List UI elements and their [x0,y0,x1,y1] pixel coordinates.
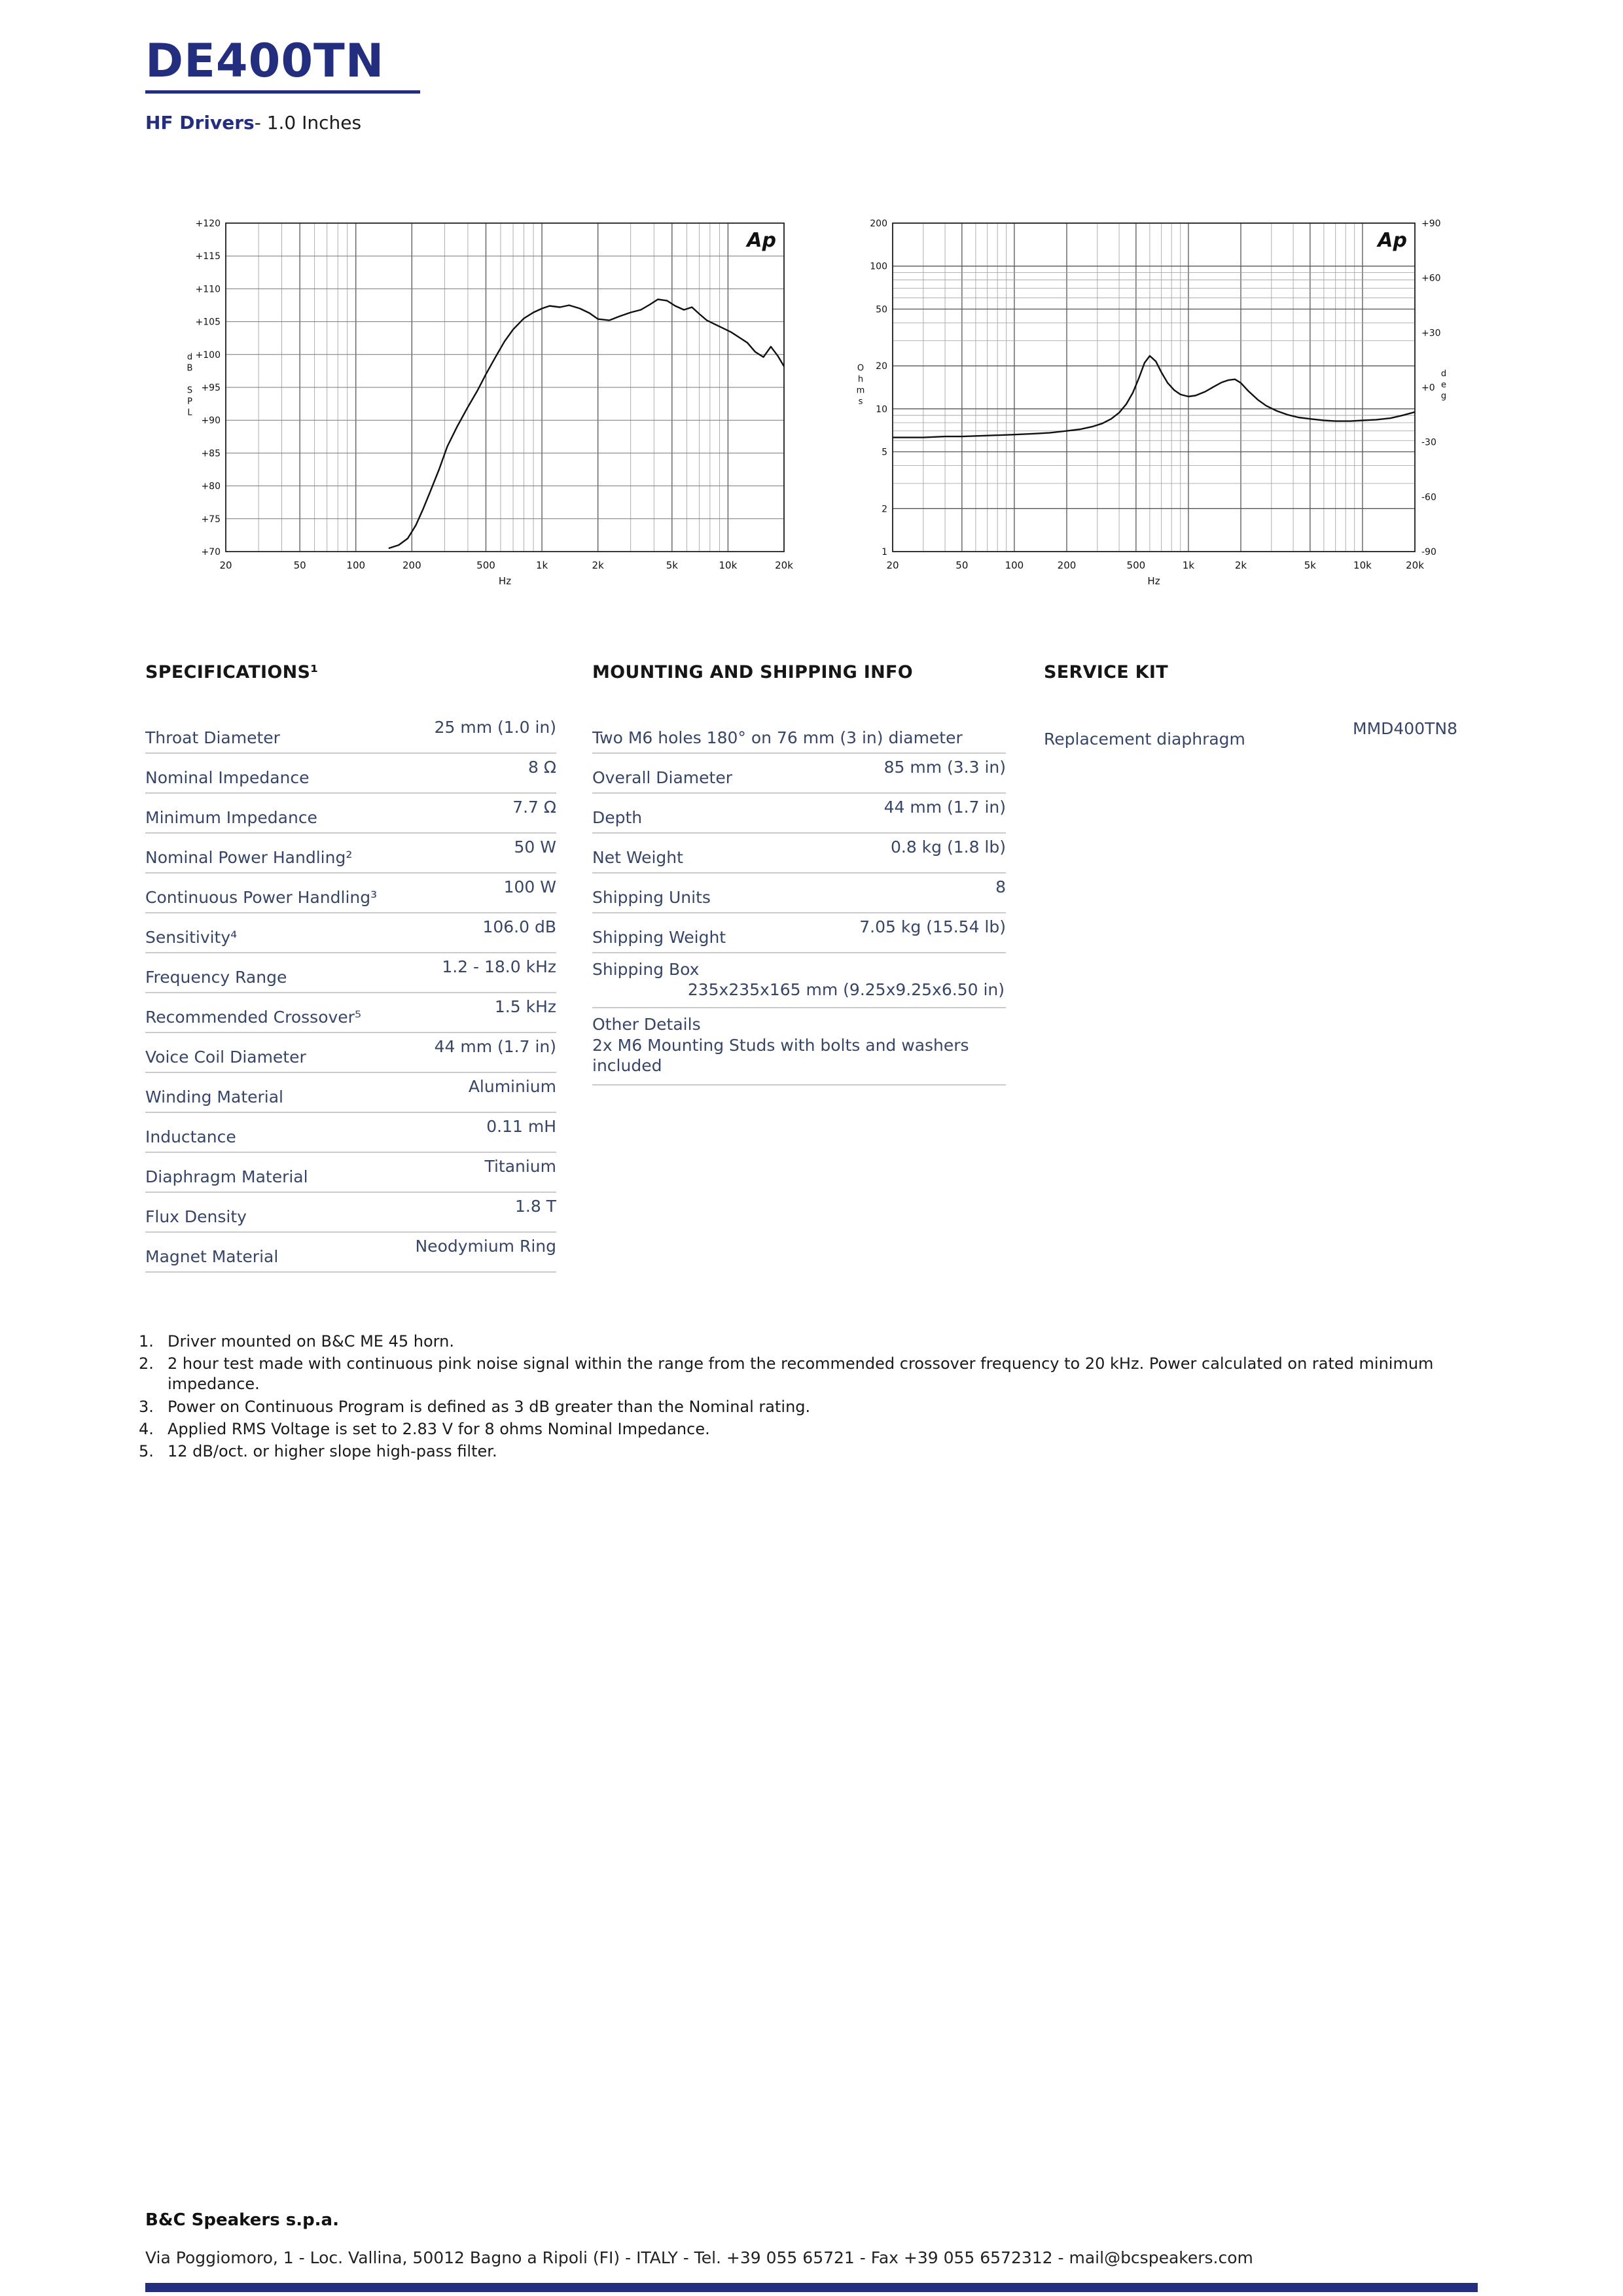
footnote [139,1441,1487,1462]
svg-text:10k: 10k [719,559,738,571]
svg-text:B: B [187,363,193,374]
footer-company: B&C Speakers s.p.a. [145,2210,339,2230]
mounting-label: Shipping Units [592,888,711,907]
shipping-box-label: Shipping Box [592,960,700,979]
header [145,34,420,133]
svg-text:d: d [1440,369,1447,379]
svg-text:+75: +75 [201,514,221,525]
spec-label: Flux Density [145,1207,247,1226]
spec-value: Titanium [484,1157,556,1176]
spec-value: 0.11 mH [486,1117,556,1136]
spec-row [145,1033,556,1073]
subtitle [145,112,420,133]
svg-text:5: 5 [882,447,887,458]
spec-value: 1.5 kHz [494,997,556,1016]
svg-text:20k: 20k [775,559,793,571]
mounting-intro: Two M6 holes 180° on 76 mm (3 in) diameter [592,728,963,747]
spec-value: 100 W [503,877,556,896]
svg-text:+70: +70 [201,547,221,557]
svg-text:+115: +115 [195,251,221,262]
service-kit-heading: SERVICE KIT [1044,662,1168,682]
svg-text:5k: 5k [666,559,678,571]
svg-text:100: 100 [870,261,887,272]
svg-text:200: 200 [402,559,421,571]
svg-text:20: 20 [219,559,232,571]
mounting-row [592,913,1006,953]
svg-text:50: 50 [293,559,306,571]
svg-text:1k: 1k [1182,559,1195,571]
svg-text:g: g [1440,391,1447,401]
svg-text:200: 200 [870,219,887,229]
spec-row [145,794,556,834]
svg-text:+60: +60 [1421,273,1441,284]
spec-label: Sensitivity⁴ [145,928,238,947]
svg-text:100: 100 [1005,559,1024,571]
svg-text:20: 20 [876,361,887,372]
svg-text:500: 500 [1126,559,1146,571]
svg-text:100: 100 [346,559,366,571]
svg-text:2k: 2k [592,559,604,571]
svg-text:500: 500 [476,559,495,571]
footnote-text: 12 dB/oct. or higher slope high-pass filter. [168,1441,497,1460]
mounting-row [592,754,1006,794]
svg-text:+85: +85 [201,448,221,459]
footnote [139,1332,1487,1352]
svg-text:+90: +90 [201,415,221,427]
svg-text:+95: +95 [201,383,221,393]
svg-text:+0: +0 [1421,383,1435,393]
svg-text:20k: 20k [1406,559,1424,571]
spec-label: Diaphragm Material [145,1167,308,1186]
svg-text:1k: 1k [535,559,548,571]
svg-text:h: h [857,374,864,385]
mounting-label: Shipping Weight [592,928,726,947]
svg-text:-60: -60 [1421,492,1436,503]
svg-text:L: L [187,408,192,418]
footnote [139,1397,1487,1417]
mounting-label: Net Weight [592,848,683,867]
ap-logo: Ap [1378,229,1407,252]
mounting-value: 0.8 kg (1.8 lb) [890,838,1006,857]
svg-text:+30: +30 [1421,328,1441,339]
mounting-label: Depth [592,808,643,827]
spec-value: 8 Ω [528,758,556,777]
spec-label: Magnet Material [145,1247,279,1266]
spec-row [145,913,556,953]
subtitle-size: - 1.0 Inches [254,112,362,133]
spec-value: Neodymium Ring [415,1237,556,1256]
service-kit-section [1044,662,1457,754]
spec-label: Inductance [145,1127,236,1146]
spec-label: Frequency Range [145,968,287,987]
footnote-text: Power on Continuous Program is defined as 3 dB greater than the Nominal rating. [168,1397,811,1416]
spec-value: 1.2 - 18.0 kHz [442,957,556,976]
spec-value: Aluminium [468,1077,556,1096]
specifications-heading: SPECIFICATIONS¹ [145,662,319,682]
footnote-number: 1. [139,1332,154,1351]
mounting-section [592,662,1006,1086]
footnote-number: 2. [139,1354,154,1373]
spec-label: Minimum Impedance [145,808,317,827]
mounting-row [592,794,1006,834]
svg-text:m: m [856,385,865,396]
spec-label: Nominal Impedance [145,768,310,787]
impedance-trace [893,356,1415,438]
svg-text:10: 10 [876,404,887,415]
service-kit-label: Replacement diaphragm [1044,730,1245,749]
mounting-value: 85 mm (3.3 in) [883,758,1006,777]
footnote-text: Applied RMS Voltage is set to 2.83 V for 8 ohms Nominal Impedance. [168,1419,710,1438]
spec-row [145,754,556,794]
page-title: DE400TN [145,34,385,88]
mounting-row [592,834,1006,874]
spec-label: Nominal Power Handling² [145,848,353,867]
mounting-intro-row [592,714,1006,754]
svg-text:2k: 2k [1234,559,1247,571]
spec-row [145,1153,556,1193]
svg-text:+110: +110 [195,284,221,295]
service-kit-row [1044,714,1457,754]
svg-text:s: s [858,397,863,407]
spec-value: 106.0 dB [482,917,556,936]
spec-label: Voice Coil Diameter [145,1048,306,1067]
mounting-value: 8 [995,877,1006,896]
svg-text:10k: 10k [1353,559,1372,571]
svg-text:200: 200 [1057,559,1077,571]
svg-text:O: O [857,363,865,374]
spec-row [145,1113,556,1153]
mounting-value: 44 mm (1.7 in) [883,798,1006,817]
specifications-section [145,662,556,1273]
spec-row [145,953,556,993]
svg-text:P: P [187,397,192,407]
svg-text:+100: +100 [195,349,221,361]
mounting-heading: MOUNTING AND SHIPPING INFO [592,662,913,682]
spec-label: Recommended Crossover⁵ [145,1008,361,1027]
spec-value: 44 mm (1.7 in) [434,1037,556,1056]
svg-text:5k: 5k [1304,559,1316,571]
spec-row [145,714,556,754]
footer-address: Via Poggiomoro, 1 - Loc. Vallina, 50012 Bagno a Ripoli (FI) - ITALY - Tel. +39 055 65721 - Fax +39 055 6572312 - mail@bcspeakers.com [145,2248,1253,2267]
impedance-chart [851,213,1453,595]
ap-logo: Ap [747,229,776,252]
shipping-box-value: 235x235x165 mm (9.25x9.25x6.50 in) [687,980,1005,999]
spec-row [145,1193,556,1233]
footnote-number: 3. [139,1397,154,1416]
svg-text:+120: +120 [195,219,221,229]
subtitle-category: HF Drivers [145,112,255,133]
other-details-label: Other Details [592,1015,701,1034]
spec-value: 50 W [514,838,556,857]
footnotes [139,1332,1487,1464]
footnote-text: Driver mounted on B&C ME 45 horn. [168,1332,454,1351]
other-details-row [592,1008,1006,1086]
spec-row [145,834,556,874]
svg-text:+80: +80 [201,481,221,492]
svg-text:+90: +90 [1421,219,1441,229]
svg-text:1: 1 [882,547,887,557]
svg-text:S: S [187,385,193,396]
spec-row [145,993,556,1033]
spec-row [145,1233,556,1273]
svg-text:-90: -90 [1421,547,1436,557]
impedance-chart-svg [851,213,1453,592]
footer-accent-bar [145,2283,1478,2292]
svg-text:50: 50 [955,559,969,571]
spec-value: 7.7 Ω [512,798,556,817]
spec-label: Winding Material [145,1087,283,1106]
footnote-text: 2 hour test made with continuous pink noise signal within the range from the recommended crossover frequency to 20 kHz. Power calculated on rated minimum impedance. [168,1354,1434,1394]
svg-text:20: 20 [886,559,899,571]
spec-row [145,874,556,913]
svg-text:e: e [1441,380,1446,390]
mounting-row [592,874,1006,913]
frequency-response-chart-svg [180,213,798,592]
footnote-number: 5. [139,1441,154,1460]
frequency-response-chart [180,213,798,595]
other-details-value: 2x M6 Mounting Studs with bolts and washers included [592,1036,969,1076]
spec-label: Throat Diameter [145,728,280,747]
spec-value: 25 mm (1.0 in) [434,718,556,737]
svg-text:+105: +105 [195,317,221,328]
footnote [139,1354,1487,1394]
svg-text:Hz: Hz [498,575,512,587]
svg-text:2: 2 [882,504,887,515]
footnote [139,1419,1487,1439]
title-underline [145,90,420,94]
shipping-box-row [592,953,1006,1008]
svg-text:-30: -30 [1421,437,1436,448]
mounting-value: 7.05 kg (15.54 lb) [859,917,1006,936]
mounting-label: Overall Diameter [592,768,733,787]
footnote-number: 4. [139,1419,154,1438]
svg-text:d: d [187,352,193,362]
svg-text:Hz: Hz [1147,575,1160,587]
svg-text:50: 50 [876,304,887,315]
spec-value: 1.8 T [515,1197,556,1216]
spl-trace [389,300,784,549]
spec-row [145,1073,556,1113]
service-kit-value: MMD400TN8 [1353,719,1457,738]
spec-label: Continuous Power Handling³ [145,888,378,907]
